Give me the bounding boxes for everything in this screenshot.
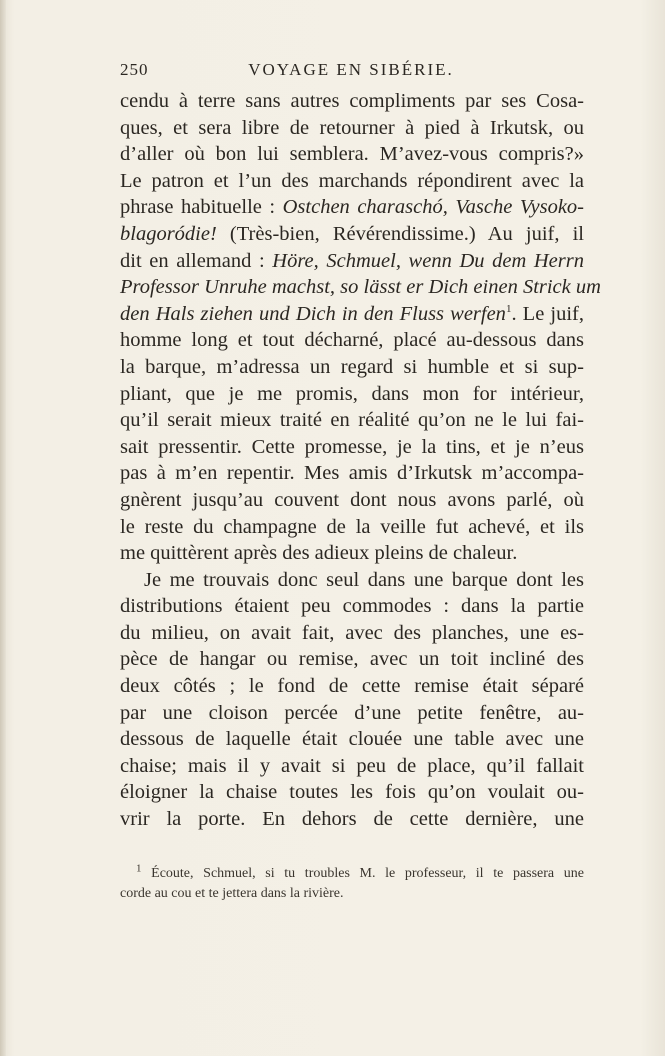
text-line: chaise; mais il y avait si peu de place, qu’il fallait: [120, 754, 584, 777]
text-line: [120, 248, 584, 275]
text-line: cendu à terre sans autres compliments par ses Cosa-: [120, 90, 584, 112]
text-line: dessous de laquelle était clouée une table avec une: [120, 728, 584, 751]
italic-run: Höre, Schmuel, wenn Du dem Herrn: [272, 249, 584, 272]
italic-run: Ostchen charaschó, Vasche Vysoko-: [282, 196, 584, 219]
text-line: sait pressentir. Cette promesse, je la tins, et je n’eus: [120, 435, 584, 458]
text-line: gnèrent jusqu’au couvent dont nous avons parlé, où: [120, 488, 584, 511]
text-line: distributions étaient peu commodes : dans la partie: [120, 595, 584, 618]
text-line: par une cloison percée d’une petite fenêtre, au-: [120, 701, 584, 724]
italic-run: blagoródie!: [120, 222, 217, 245]
footnote: [120, 864, 584, 904]
running-header: [120, 60, 582, 84]
text-line: vrir la porte. En dehors de cette dernière, une: [120, 808, 584, 831]
body-text: [120, 88, 601, 833]
text-line: deux côtés ; le fond de cette remise était séparé: [120, 675, 584, 698]
text-line: éloigner la chaise toutes les fois qu’on voulait ou-: [120, 781, 584, 804]
text-line: pliant, que je me promis, dans mon for intérieur,: [120, 382, 584, 405]
footnote-mark: 1: [136, 862, 142, 875]
text-run: dit en allemand :: [120, 249, 273, 272]
footnote-line: [120, 864, 584, 884]
page-gutter-shadow: [0, 0, 6, 1056]
text-line: homme long et tout décharné, placé au-dessous dans: [120, 329, 584, 352]
text-line: Professor Unruhe machst, so lässt er Dich einen Strick um: [120, 276, 601, 299]
text-line: pèce de hangar ou remise, avec un toit incliné des: [120, 648, 584, 671]
text-line: qu’il serait mieux traité en réalité qu’on ne le lui fai-: [120, 409, 584, 432]
text-line: me quittèrent après des adieux pleins de chaleur.: [120, 542, 518, 565]
footnote-reference[interactable]: 1: [505, 302, 512, 315]
italic-run: den Hals ziehen und Dich in den Fluss werfen: [120, 302, 506, 325]
footnote-line: corde au cou et te jettera dans la rivière.: [120, 886, 344, 901]
text-line: [120, 301, 584, 328]
text-run: . Le juif,: [511, 302, 584, 325]
text-line: du milieu, on avait fait, avec des planches, une es-: [120, 621, 584, 644]
text-line: pas à m’en repentir. Mes amis d’Irkutsk m’accompa-: [120, 462, 584, 485]
text-run: phrase habituelle :: [120, 196, 283, 219]
footnote-text: Écoute, Schmuel, si tu troubles M. le professeur, il te passera une: [141, 866, 584, 881]
text-run: (Très-bien, Révérendissime.) Au juif, il: [216, 222, 584, 245]
text-line: [120, 194, 584, 221]
running-title: VOYAGE EN SIBÉRIE.: [248, 60, 454, 79]
text-line: d’aller où bon lui semblera. M’avez-vous compris?»: [120, 143, 584, 166]
text-line: ques, et sera libre de retourner à pied à Irkutsk, ou: [120, 116, 584, 139]
text-line: Je me trouvais donc seul dans une barque dont les: [144, 568, 584, 591]
text-line: la barque, m’adressa un regard si humble et si sup-: [120, 355, 584, 378]
text-line: Le patron et l’un des marchands répondirent avec la: [120, 169, 584, 192]
text-line: [120, 221, 584, 248]
text-line: le reste du champagne de la veille fut achevé, et ils: [120, 515, 584, 538]
page-number: 250: [120, 60, 149, 79]
